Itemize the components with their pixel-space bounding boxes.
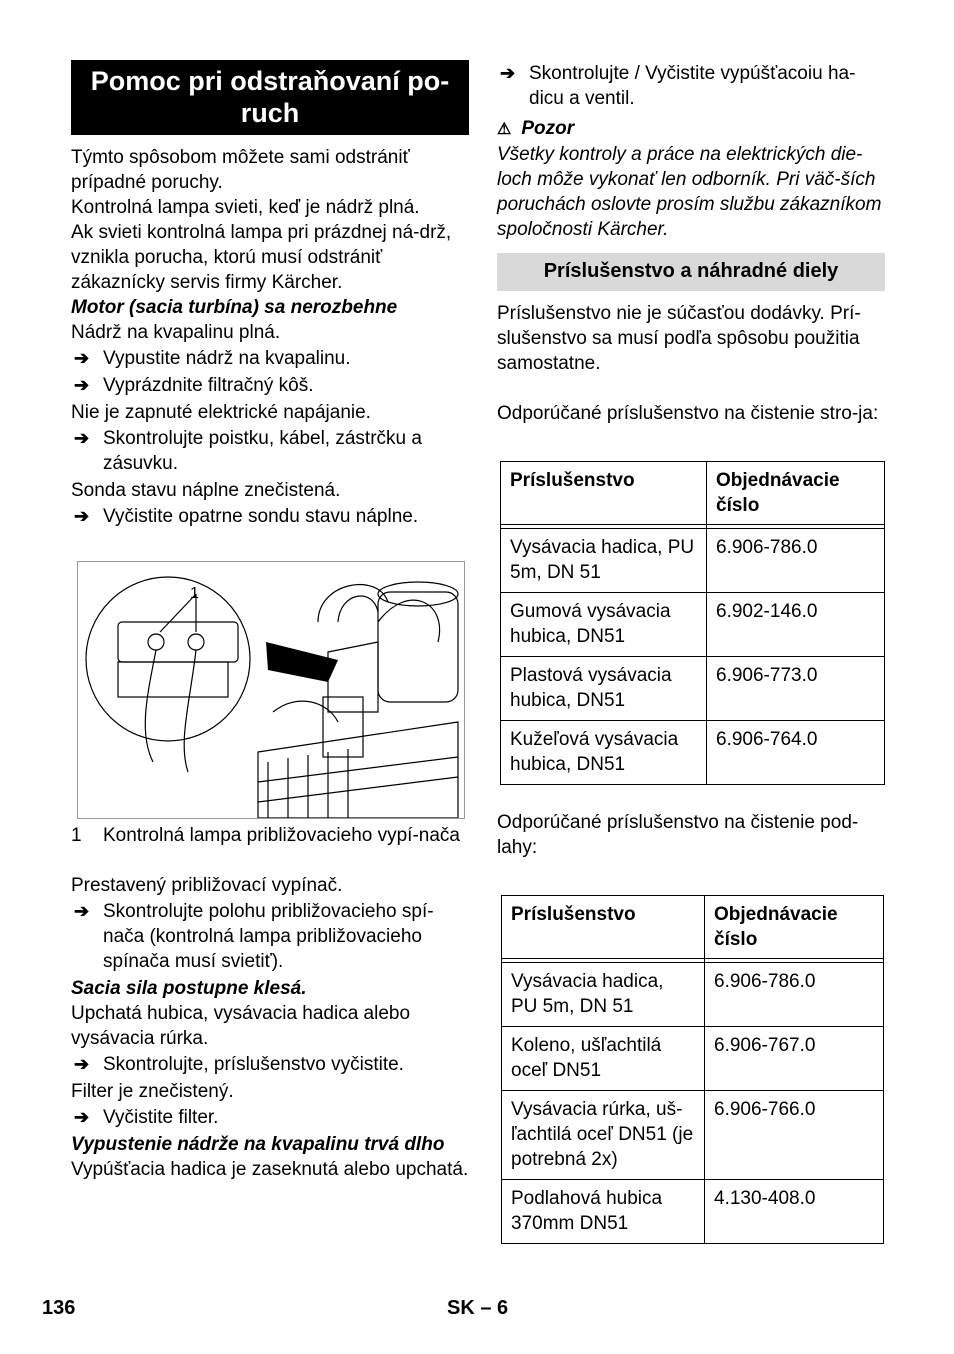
motor-cause-1: Nádrž na kvapalinu plná. xyxy=(71,322,281,343)
arrow-right-icon: ➔ xyxy=(74,348,90,368)
arrow-right-icon: ➔ xyxy=(500,63,516,83)
motor-step-1 xyxy=(71,346,469,371)
arrow-right-icon: ➔ xyxy=(74,1107,90,1127)
legend-text: Kontrolná lampa približovacieho vypí-nača xyxy=(103,825,460,846)
language-page-label: SK – 6 xyxy=(447,1297,509,1319)
column-header: Objednávacie číslo xyxy=(707,462,885,525)
accessory-table-floor xyxy=(501,895,884,1244)
step-text: Vyčistite opatrne sondu stavu náplne. xyxy=(103,506,419,527)
table-header-row xyxy=(501,462,885,525)
right-column xyxy=(497,60,885,1244)
device-illustration xyxy=(77,561,465,819)
table-cell: 6.906-786.0 xyxy=(707,529,885,593)
table-cell: Vysávacia hadica, PU 5m, DN 51 xyxy=(502,963,705,1027)
step-text: Skontrolujte / Vyčistite vypúšťacoiu ha-dicu a ventil. xyxy=(529,63,856,109)
table2-intro: Odporúčané príslušenstvo na čistenie pod-lahy: xyxy=(497,812,859,858)
motor-step-3 xyxy=(71,426,469,476)
intro-paragraph-1: Týmto spôsobom môžete sami odstrániť prípadné poruchy. xyxy=(71,147,410,193)
warning-text: Všetky kontroly a práce na elektrických die-loch môže vykonať len odborník. Pri väč-ších poruchách oslovte prosím službu zákazníkom spoločnosti Kärcher. xyxy=(497,144,882,240)
table-row xyxy=(502,1091,884,1180)
table-cell: 6.906-773.0 xyxy=(707,657,885,721)
table-cell: Vysávacia hadica, PU 5m, DN 51 xyxy=(501,529,707,593)
suction-step-2 xyxy=(71,1105,469,1130)
figure-callout: 1 xyxy=(190,585,199,602)
left-column xyxy=(71,60,469,1182)
step-text: Skontrolujte, príslušenstvo vyčistite. xyxy=(103,1054,404,1075)
section-heading: Príslušenstvo a náhradné diely xyxy=(497,253,885,291)
table1-intro: Odporúčané príslušenstvo na čistenie stro-ja: xyxy=(497,403,879,424)
step-text: Vyprázdnite filtračný kôš. xyxy=(103,375,314,396)
table-row xyxy=(502,1180,884,1244)
arrow-right-icon: ➔ xyxy=(74,901,90,921)
step-text: Vyčistite filter. xyxy=(103,1107,219,1128)
figure-legend xyxy=(71,823,469,848)
table-cell: 4.130-408.0 xyxy=(705,1180,884,1244)
suction-step-1 xyxy=(71,1052,469,1077)
page-title: Pomoc pri odstraňovaní po-ruch xyxy=(71,60,469,135)
suction-cause-1: Upchatá hubica, vysávacia hadica alebo vysávacia rúrka. xyxy=(71,1003,411,1049)
step-text: Skontrolujte polohu približovacieho spí-nača (kontrolná lampa približovacieho spínača musí svietiť). xyxy=(103,901,434,972)
table-cell: 6.906-767.0 xyxy=(705,1027,884,1091)
warning-label: Pozor xyxy=(521,118,575,139)
accessory-intro: Príslušenstvo nie je súčasťou dodávky. Prí-slušenstvo sa musí podľa spôsobu použitia samostatne. xyxy=(497,303,861,374)
step-text: Vypustite nádrž na kvapalinu. xyxy=(103,348,351,369)
motor-step-4 xyxy=(71,504,469,529)
warning-heading xyxy=(497,116,885,142)
table-cell: 6.906-786.0 xyxy=(705,963,884,1027)
suction-heading: Sacia sila postupne klesá. xyxy=(71,978,307,999)
page-number: 136 xyxy=(42,1297,76,1319)
motor-step-2 xyxy=(71,373,469,398)
table-cell: Podlahová hubica 370mm DN51 xyxy=(502,1180,705,1244)
table-row xyxy=(502,1027,884,1091)
accessory-table-machine xyxy=(500,461,885,785)
arrow-right-icon: ➔ xyxy=(74,506,90,526)
suction-cause-2: Filter je znečistený. xyxy=(71,1081,234,1102)
table-row xyxy=(501,657,885,721)
table-cell: Koleno, ušľachtilá oceľ DN51 xyxy=(502,1027,705,1091)
column-header: Príslušenstvo xyxy=(501,462,707,525)
table-row xyxy=(502,963,884,1027)
motor-heading: Motor (sacia turbína) sa nerozbehne xyxy=(71,297,398,318)
legend-number: 1 xyxy=(71,825,82,846)
arrow-right-icon: ➔ xyxy=(74,375,90,395)
table-cell: 6.906-764.0 xyxy=(707,721,885,785)
intro-paragraph-3: Ak svieti kontrolná lampa pri prázdnej ná-drž, vznikla porucha, ktorú musí odstrániť zákaznícky servis firmy Kärcher. xyxy=(71,222,452,293)
table-row xyxy=(501,593,885,657)
arrow-right-icon: ➔ xyxy=(74,1054,90,1074)
table-cell: 6.906-766.0 xyxy=(705,1091,884,1180)
motor-cause-3: Sonda stavu náplne znečistená. xyxy=(71,480,341,501)
drain-heading: Vypustenie nádrže na kvapalinu trvá dlho xyxy=(71,1134,445,1155)
arrow-right-icon: ➔ xyxy=(74,428,90,448)
table-cell: Vysávacia rúrka, uš-ľachtilá oceľ DN51 (je potrebná 2x) xyxy=(502,1091,705,1180)
vacuum-device-drawing xyxy=(78,562,464,818)
warning-triangle-icon: ⚠ xyxy=(497,121,512,138)
drain-cause: Vypúšťacia hadica je zaseknutá alebo upchatá. xyxy=(71,1159,469,1180)
table-cell: Plastová vysávacia hubica, DN51 xyxy=(501,657,707,721)
drain-step xyxy=(497,61,885,111)
table-cell: Kužeľová vysávacia hubica, DN51 xyxy=(501,721,707,785)
step-text: Skontrolujte poistku, kábel, zástrčku a zásuvku. xyxy=(103,428,422,474)
intro-paragraph-2: Kontrolná lampa svieti, keď je nádrž plná. xyxy=(71,197,420,218)
column-header: Objednávacie číslo xyxy=(705,896,884,959)
table-row xyxy=(501,721,885,785)
table-row xyxy=(501,529,885,593)
table-cell: Gumová vysávacia hubica, DN51 xyxy=(501,593,707,657)
motor-cause-2: Nie je zapnuté elektrické napájanie. xyxy=(71,402,371,423)
switch-cause: Prestavený približovací vypínač. xyxy=(71,875,343,896)
column-header: Príslušenstvo xyxy=(502,896,705,959)
switch-step xyxy=(71,899,469,974)
table-cell: 6.902-146.0 xyxy=(707,593,885,657)
table-header-row xyxy=(502,896,884,959)
